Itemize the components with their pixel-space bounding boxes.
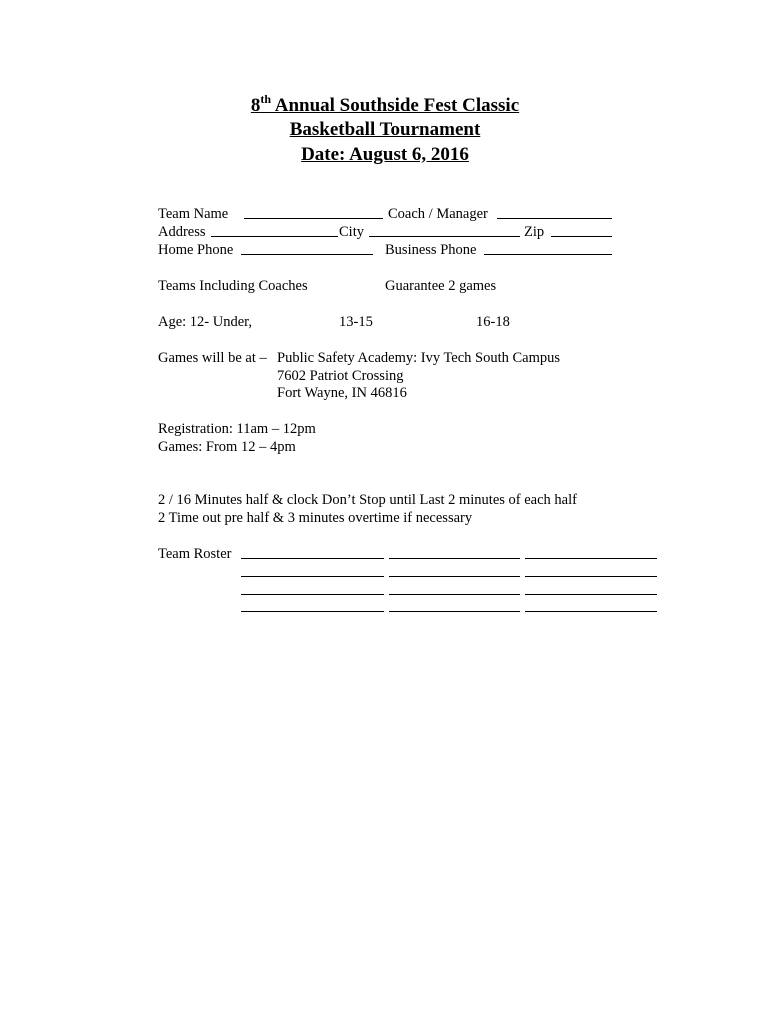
games-time: Games: From 12 – 4pm bbox=[158, 439, 296, 455]
location-line-3: Fort Wayne, IN 46816 bbox=[277, 385, 407, 401]
team-name-field[interactable] bbox=[244, 218, 383, 219]
roster-field[interactable] bbox=[389, 558, 520, 559]
business-phone-label: Business Phone bbox=[385, 242, 477, 258]
location-line-1: Public Safety Academy: Ivy Tech South Campus bbox=[277, 350, 561, 366]
zip-field[interactable] bbox=[551, 236, 612, 237]
title-ordinal-number: 8 bbox=[250, 95, 261, 116]
title-line-1 bbox=[0, 94, 770, 118]
city-field[interactable] bbox=[369, 236, 520, 237]
city-label: City bbox=[339, 224, 364, 240]
title-text: Annual Southside Fest Classic bbox=[271, 95, 520, 116]
title-ordinal-suffix: th bbox=[260, 92, 272, 106]
team-name-label: Team Name bbox=[158, 206, 229, 222]
roster-field[interactable] bbox=[525, 594, 657, 595]
registration-time: Registration: 11am – 12pm bbox=[158, 421, 316, 437]
age-16-18: 16-18 bbox=[476, 314, 510, 330]
address-field[interactable] bbox=[211, 236, 338, 237]
coach-field[interactable] bbox=[497, 218, 612, 219]
roster-field[interactable] bbox=[525, 576, 657, 577]
roster-field[interactable] bbox=[389, 611, 520, 612]
zip-label: Zip bbox=[524, 224, 545, 240]
age-under-12: Age: 12- Under, bbox=[158, 314, 253, 330]
event-date: Date: August 6, 2016 bbox=[301, 144, 469, 165]
teams-including-coaches: Teams Including Coaches bbox=[158, 278, 308, 294]
roster-field[interactable] bbox=[389, 594, 520, 595]
home-phone-field[interactable] bbox=[241, 254, 373, 255]
guarantee-text: Guarantee 2 games bbox=[385, 278, 497, 294]
roster-field[interactable] bbox=[241, 576, 384, 577]
title-line-2: Basketball Tournament bbox=[289, 119, 481, 140]
coach-label: Coach / Manager bbox=[388, 206, 488, 222]
home-phone-label: Home Phone bbox=[158, 242, 234, 258]
location-line-2: 7602 Patriot Crossing bbox=[277, 368, 404, 384]
roster-field[interactable] bbox=[241, 558, 384, 559]
roster-field[interactable] bbox=[525, 611, 657, 612]
age-13-15: 13-15 bbox=[339, 314, 373, 330]
roster-field[interactable] bbox=[241, 611, 384, 612]
rule-line-1: 2 / 16 Minutes half & clock Don’t Stop until Last 2 minutes of each half bbox=[158, 492, 577, 508]
team-roster-label: Team Roster bbox=[158, 546, 232, 562]
roster-field[interactable] bbox=[241, 594, 384, 595]
rule-line-2: 2 Time out pre half & 3 minutes overtime if necessary bbox=[158, 510, 473, 526]
address-label: Address bbox=[158, 224, 206, 240]
games-location-label: Games will be at – bbox=[158, 350, 267, 366]
business-phone-field[interactable] bbox=[484, 254, 612, 255]
roster-field[interactable] bbox=[389, 576, 520, 577]
roster-field[interactable] bbox=[525, 558, 657, 559]
